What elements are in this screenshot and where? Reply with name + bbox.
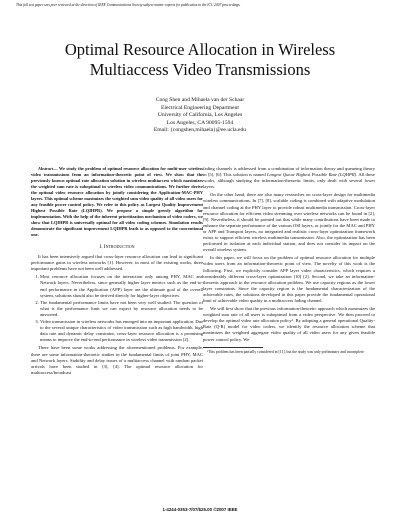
intro-paragraph-1: It has been intensively argued that cross-layer resource allocation can lead to significant performance gains in wireless networks [1]. However, in most of the existing works, three important problems have not been well addressed. — [31, 254, 203, 272]
left-column — [31, 166, 203, 500]
right-paragraph-2: On the other hand, there are also many researches on cross-layer design for multimedia wireless communications. In [7], [8], scalable coding is combined with adaptive modulation and channel coding at the PHY layer to provide robust multimedia transmission. Cross-layer resource allocation for efficient video streaming over wireless networks can be found in [2], [9]. Nevertheless, it should be pointed out that while many contributions have been made to enhance the separate performance of the various OSI layers, or jointly for the MAC and PHY or APP and Transport layers, no integrated and realistic cross-layer optimization framework exists to support efficient wireless multimedia transmission. Also, the optimization has been performed in isolation at each individual station, and does not consider its impact on the overall wireless system. — [203, 192, 375, 253]
list-item: 2. The fundamental performance limits have not been very well studied. The question of what is the performance limit we can expect by resource allocation needs to be answered. — [40, 300, 203, 318]
list-item: 1. Most resource allocation focuses on the interaction only among PHY, MAC and Network layers. Nevertheless, since generally higher layer metrics such as the end-to-end performance in the Application (APP) layer are the ultimate goal of the overall system, solutions should also be derived directly for higher-layer objectives. — [40, 274, 203, 298]
copyright-footer: 1-4244-0353-7/07/$25.00 ©2007 IEEE — [162, 507, 238, 512]
author-email: Email: {congshen,mihaela}@ee.ucla.edu — [153, 127, 247, 134]
list-item: 3. Video transmission in wireless networks has emerged into an important application. Due to the several unique characteristics of video transmission such as high bandwidth, high data rate and dynamic delay constraint, cross-layer resource allocation is a promising means to improve the end-to-end performance in wireless video transmission [2]. — [40, 319, 203, 343]
author-university: University of California, Los Angeles — [157, 112, 243, 119]
right-p1-start: fading channels is addressed from a combination of information theory and queueing theory in [5], [6]. This solution is named — [203, 166, 375, 178]
author-city: Los Angeles, CA 90095-1594 — [166, 119, 234, 126]
author-block — [100, 97, 300, 135]
intro-paragraph-2: There have been some works addressing the aforementioned problems. For example, there are some information-theoretic studies in the fundamental limits of joint PHY, MAC and Network layers. Stability and delay issues of a multiaccess channel with random packet arrivals have been studied in [3], [4]. The optimal resource allocation for multiaccess/broadcast — [31, 345, 203, 375]
footnote-rule — [203, 347, 263, 348]
right-p1-emphasis: Longest Queue Highest Possible Rate (LQHPR) — [266, 172, 357, 178]
abstract-label: Abstract — [38, 166, 54, 171]
title-line-2: Multiaccess Video Transmissions — [89, 60, 311, 79]
right-paragraph-3: In this paper, we will focus on the problem of optimal resource allocation for multiple video users from an information-theoretic point of view. The novelty of this work is the following. First, we explicitly consider APP layer video characteristics, which requires a considerably different cross-layer optimization [10] [2]. Second, we take an information-theoretic approach to the resource allocation problem. We use capacity regions as the lower layer constraints. Since the capacity region is the fundamental characterization of the achievable rates, the solutions developed in this paper provide the fundamental operational limit of achievable video quality in a multiaccess fading channel. — [203, 255, 375, 303]
peer-review-notice: This full text paper was peer reviewed at the direction of IEEE Communications Society subject matter experts for publication in the ICC 2007 proceedings. — [16, 3, 241, 7]
right-paragraph-1 — [203, 166, 375, 190]
right-column — [203, 166, 375, 500]
section-heading-introduction: I. Introduction — [99, 244, 135, 250]
title-line-1: Optimal Resource Allocation in Wireless — [64, 40, 336, 59]
author-names: Cong Shen and Mihaela van der Schaar — [155, 97, 245, 103]
footnote: ¹This problem has been partially considered in [11], but the study was only preliminary and incomplete. — [207, 349, 365, 354]
paper-title — [20, 40, 380, 80]
problem-list — [31, 274, 203, 343]
right-p1-end: . All these works, although studying the information-theoretic limits, only dealt with several lower layers. — [203, 172, 375, 190]
abstract-text: — We study the problem of optimal resource allocation for multi-user wireless video transmissions from an information-theoretic point of view. We show that the previously known optimal rate allocation solution in wireless multiaccess which maximizes the weighted sum rate is suboptimal in wireless video communications. We further derive the optimal video resource allocation by jointly considering the Application-MAC-PHY layers. This optimal scheme maximizes the weighted sum video quality of all video users for any feasible power control policy. We refer to this policy as Largest Quality Improvement Highest Possible Rate (LQIHPR). We propose a simple greedy algorithm for implementation. With the help of the inherent prioritization mechanism of video coders, we show that LQIHPR is universally optimal for all video coding schemes. Simulation results demonstrate the significant improvement LQIHPR leads to as opposed to the conventional one. — [31, 166, 203, 237]
right-paragraph-4: We will first show that the previous information-theoretic approach which maximizes the weighted sum rate of all users is suboptimal from a video perspective. We then proceed to develop the optimal video rate allocation policy¹. By adopting a general operational Quality-Rate (Q-R) model for video coders, we identify the resource allocation scheme that maximizes the weighted aggregate video quality of all video users for any given feasible power control policy. We — [203, 306, 375, 342]
author-department: Electrical Engineering Department — [161, 104, 239, 111]
abstract — [31, 166, 203, 238]
